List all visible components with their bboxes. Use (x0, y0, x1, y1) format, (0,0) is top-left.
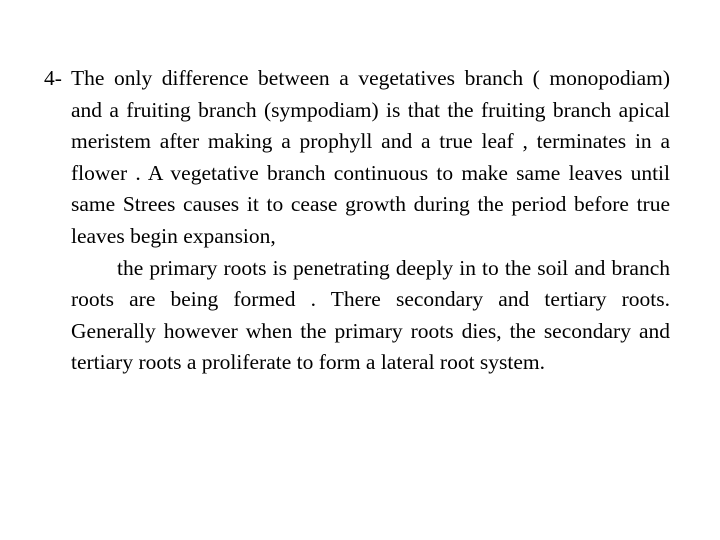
paragraph-1 (44, 63, 670, 253)
item-number: 4- (44, 66, 62, 90)
text-block (44, 63, 670, 379)
paragraph-2: the primary roots is penetrating deeply in to the soil and branch roots are being formed . There secondary and tertiary roots. Generally however when the primary roots dies, the secondary and tertiary roots a proliferate to form a lateral root system. (71, 255, 670, 375)
paragraph-1-text: The only difference between a vegetatives branch ( monopodiam) and a fruiting branch (sympodiam) is that the fruiting branch apical meristem after making a prophyll and a true leaf , terminates in a flower . A vegetative branch continuous to make same leaves until same Strees causes it to cease growth during the period before true leaves begin expansion, (71, 66, 670, 248)
